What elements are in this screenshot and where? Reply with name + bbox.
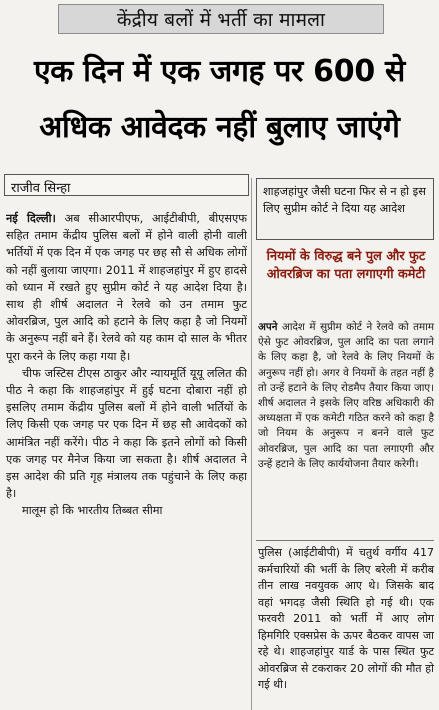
headline-line-1: एक दिन में एक जगह पर 600 से xyxy=(33,54,406,89)
side-story-subhead: नियमों के विरुद्ध बने पुल और फुट ओवरब्रिज का पता लगाएगी कमेटी xyxy=(266,249,426,282)
main-story-para-1-text: अब सीआरपीएफ, आईटीबीपी, बीएसएफ सहित तमाम केंद्रीय पुलिस बलों में होने वाली होनी वाली भर्तियों में एक दिन में एक जगह पर छह सौ से अधिक लोगों को नहीं बुलाया जाएगा। 2011 में शाहजहांपुर में हुए हादसे को ध्यान में रखते हुए सुप्रीम कोर्ट ने यह आदेश दिया है। साथ ही शीर्ष अदालत ने रेलवे को उन तमाम फुट ओवरब्रिज, पुल आदि को हटाने के लिए कहा है जो नियमों के अनुरूप नहीं बने हैं। रेलवे को यह काम दो साल के भीतर पूरा करने के लिए कहा गया है। xyxy=(6,212,247,363)
byline-box xyxy=(4,174,249,196)
dateline: नई दिल्ली। xyxy=(6,212,56,225)
headline-line-2: अधिक आवेदक नहीं बुलाए जाएंगे xyxy=(39,110,400,145)
byline: राजीव सिन्हा xyxy=(11,181,71,196)
main-story-para-1 xyxy=(6,210,247,365)
section-divider xyxy=(256,540,434,541)
kicker-banner xyxy=(58,4,384,34)
continuation-column: पुलिस (आईटीबीपी) में चतुर्थ वर्गीय 417 कर्मचारियों की भर्ती के लिए बरेली में करीब तीन लाख नवयुवक आए थे। जिसके बाद वहां भगदड़ जैसी स्थिति हो गई थी। एक फरवरी 2011 को भर्ती में आए लोग हिमगिरि एक्सप्रेस के ऊपर बैठकर वापस जा रहे थे। शाहजहांपुर यार्ड के पास स्थित फुट ओवरब्रिज से टकराकर 20 लोगों की मौत हो गई थी। xyxy=(258,546,434,691)
main-story-column xyxy=(6,210,247,710)
main-story-para-3: मालूम हो कि भारतीय तिब्बत सीमा xyxy=(22,504,163,518)
side-story-body: आदेश में सुप्रीम कोर्ट ने रेलवे को तमाम ऐसे फुट ओवरब्रिज, पुल आदि का पता लगाने के लिए कहा है, जो रेलवे के लिए नियमों के अनुरूप नहीं हो। अगर वे नियमों के तहत नहीं है तो उन्हें हटाने के लिए रोडमैप तैयार किया जाए। शीर्ष अदालत ने इसके लिए वरिष्ठ अधिकारी की अध्यक्षता में एक कमेटी गठित करने को कहा है जो नियम के अनुरूप न बनने वाले फुट ओवरब्रिज, पुल आदि का पता लगाएगी और उन्हें हटाने के लिए कार्ययोजना तैयार करेगी। xyxy=(258,321,434,470)
main-story-para-2: चीफ जस्टिस टीएस ठाकुर और न्यायमूर्ति यूयू ललित की पीठ ने कहा कि शाहजहांपुर में हुई घटना दोबारा नहीं हो इसलिए तमाम केंद्रीय पुलिस बलों में होने वाली भर्तियों के लिए किसी एक जगह पर एक दिन में छह सौ आवेदकों को आमंत्रित नहीं करेंगे। पीठ ने कहा कि इतने लोगों को किसी एक जगह पर मैनेज किया जा सकता है। शीर्ष अदालत ने इस आदेश की प्रति गृह मंत्रालय तक पहुंचाने के लिए कहा है। xyxy=(6,366,247,501)
callout-box: शाहजहांपुर जैसी घटना फिर से न हो इस लिए सुप्रीम कोर्ट ने दिया यह आदेश xyxy=(256,178,434,240)
side-story-column xyxy=(258,320,434,472)
side-story-lead: अपने xyxy=(258,321,278,333)
kicker-text: केंद्रीय बलों में भर्ती का मामला xyxy=(116,9,326,31)
column-divider xyxy=(251,178,252,710)
